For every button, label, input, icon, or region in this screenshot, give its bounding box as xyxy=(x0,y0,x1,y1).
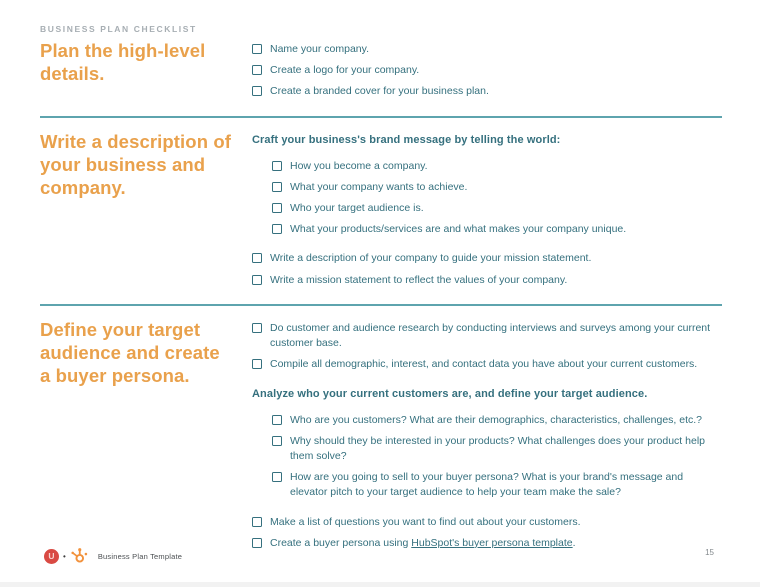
checkbox[interactable] xyxy=(252,253,262,263)
checkbox[interactable] xyxy=(252,86,262,96)
checklist-item-label: How you become a company. xyxy=(290,159,428,172)
checklist-section xyxy=(40,116,722,304)
checklist-item xyxy=(272,159,722,174)
checklist-item xyxy=(252,321,722,351)
checklist-item xyxy=(252,357,722,372)
checklist-item-label: Do customer and audience research by conducting interviews and surveys among your current customer base. xyxy=(270,321,711,350)
checklist-item-label: Compile all demographic, interest, and contact data you have about your current customers. xyxy=(270,358,698,371)
checklist-item xyxy=(272,434,722,464)
section-body xyxy=(252,40,722,100)
checklist-item xyxy=(272,180,722,195)
checkbox[interactable] xyxy=(252,65,262,75)
checkbox[interactable] xyxy=(252,275,262,285)
footer-document-title: Business Plan Template xyxy=(97,551,183,561)
checkbox[interactable] xyxy=(272,415,282,425)
checklist-item-label: How are you going to sell to your buyer persona? What is your brand's message and elevator pitch to your target audience to help your team make the sale? xyxy=(290,471,684,499)
checklist-item-label: What your products/services are and what makes your company unique. xyxy=(290,223,627,236)
checklist-item xyxy=(252,515,722,530)
checklist-item-label xyxy=(270,536,576,551)
page-number: 15 xyxy=(705,548,714,557)
checklist-item xyxy=(252,84,722,99)
section-heading: Plan the high-level details. xyxy=(40,40,206,84)
checklist-group xyxy=(252,42,722,100)
checklist-group xyxy=(272,159,722,238)
checklist-item xyxy=(252,63,722,78)
checkbox[interactable] xyxy=(272,224,282,234)
checklist-item-label: Make a list of questions you want to find out about your customers. xyxy=(270,515,581,528)
checklist-item-label: Name your company. xyxy=(270,43,370,55)
checkbox[interactable] xyxy=(272,203,282,213)
section-heading: Write a description of your business and company. xyxy=(40,130,231,198)
hubspot-sprocket-icon xyxy=(70,547,88,565)
checklist-item xyxy=(272,222,722,237)
checklist-item-label: Who are you customers? What are their demographics, characteristics, challenges, etc.? xyxy=(290,413,703,426)
section-lead: Craft your business's brand message by telling the world: xyxy=(252,133,561,146)
logo-separator-dot: • xyxy=(63,551,66,561)
checklist-item xyxy=(252,273,722,288)
checklist-item-label: Write a description of your company to guide your mission statement. xyxy=(270,252,592,265)
checklist-item xyxy=(272,413,722,428)
sections xyxy=(40,40,722,567)
checkbox[interactable] xyxy=(252,323,262,333)
checklist-item-label: Create a logo for your company. xyxy=(270,64,420,77)
checklist-item xyxy=(252,536,722,551)
checkbox[interactable] xyxy=(272,472,282,482)
checkbox[interactable] xyxy=(272,161,282,171)
page-bottom-edge xyxy=(0,582,760,587)
section-body xyxy=(252,319,722,551)
checklist-section xyxy=(40,304,722,567)
checklist-item-label: Create a branded cover for your business plan. xyxy=(270,85,489,98)
checklist-item-label: Write a mission statement to reflect the values of your company. xyxy=(270,273,568,286)
link-prefix-text: Create a buyer persona using xyxy=(270,536,412,549)
section-body xyxy=(252,131,722,288)
checklist-group xyxy=(252,515,722,551)
section-heading: Define your target audience and create a buyer persona. xyxy=(40,318,220,386)
checkbox[interactable] xyxy=(252,517,262,527)
buyer-persona-template-link[interactable]: HubSpot's buyer persona template xyxy=(411,536,573,549)
checkbox[interactable] xyxy=(272,182,282,192)
checkbox[interactable] xyxy=(252,538,262,548)
checklist-item-label: Why should they be interested in your products? What challenges does your product help them solve? xyxy=(290,434,705,462)
document-eyebrow: BUSINESS PLAN CHECKLIST xyxy=(40,24,197,34)
checkbox[interactable] xyxy=(272,436,282,446)
checkbox[interactable] xyxy=(252,44,262,54)
checkbox[interactable] xyxy=(252,359,262,369)
checklist-group xyxy=(252,321,722,373)
footer xyxy=(44,547,182,565)
checklist-group xyxy=(272,413,722,501)
checklist-item xyxy=(272,201,722,216)
checklist-item xyxy=(252,251,722,266)
checklist-item-label: What your company wants to achieve. xyxy=(290,180,468,193)
section-lead: Analyze who your current customers are, and define your target audience. xyxy=(252,387,648,400)
checklist-section xyxy=(40,40,722,116)
link-suffix-text: . xyxy=(572,536,576,549)
checklist-item-label: Who your target audience is. xyxy=(290,202,424,215)
checklist-item xyxy=(252,42,722,57)
checklist-group xyxy=(252,251,722,287)
checklist-item xyxy=(272,470,722,500)
partner-red-circle-logo: U xyxy=(44,549,59,564)
